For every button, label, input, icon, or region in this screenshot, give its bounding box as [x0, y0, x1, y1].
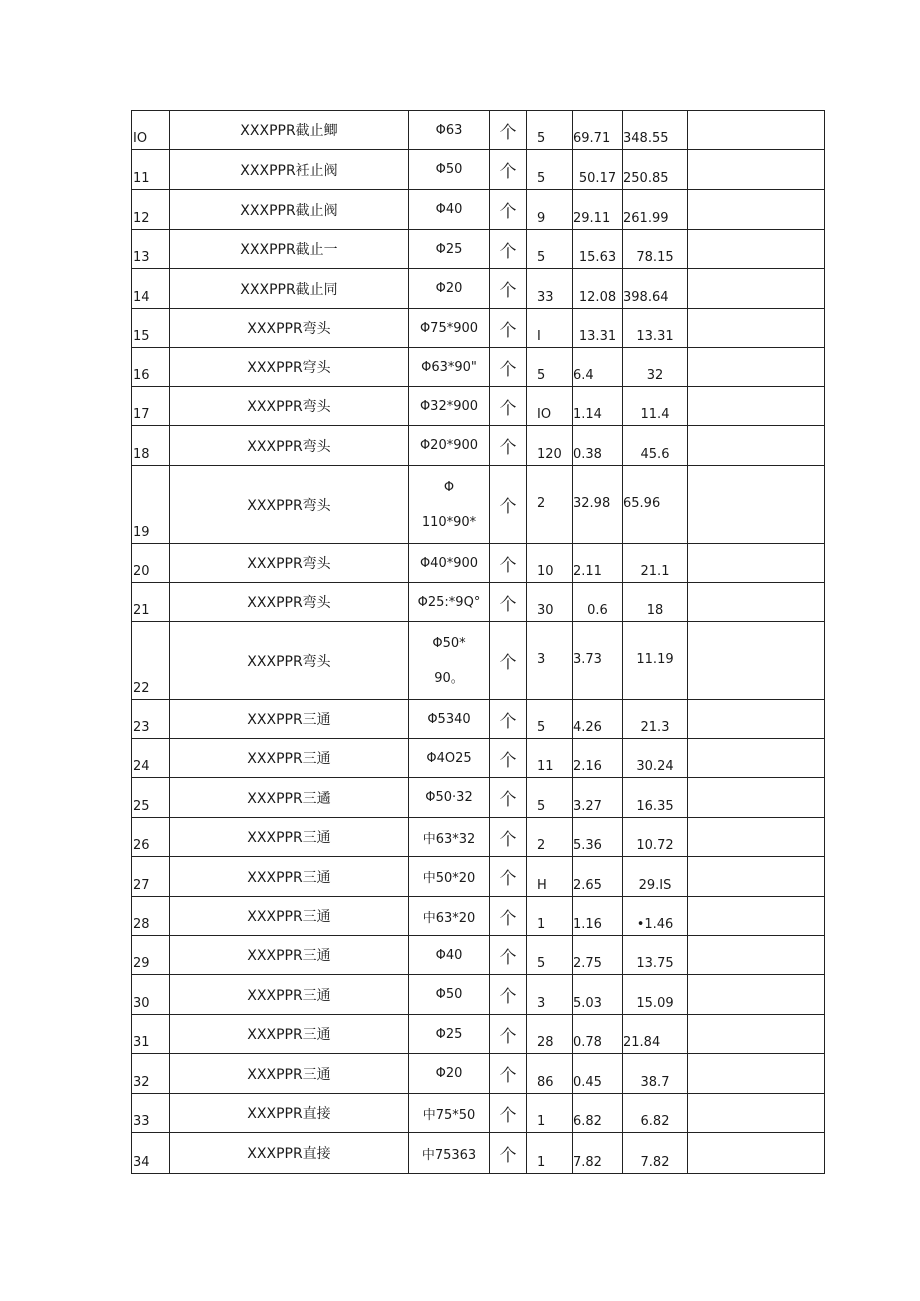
- item-name-cell: XXXPPR三遹: [170, 778, 409, 818]
- quantity-cell: 5: [527, 230, 573, 269]
- unit-cell: 个: [490, 700, 527, 739]
- table-row: [132, 387, 825, 426]
- unit-price-cell: 0.38: [573, 426, 623, 466]
- item-name-cell: XXXPPR三通: [170, 936, 409, 975]
- quantity-cell: 120: [527, 426, 573, 466]
- table-row: [132, 309, 825, 348]
- row-number-cell: 15: [132, 309, 170, 348]
- spec-cell: Φ25: [409, 1015, 490, 1054]
- row-number-cell: 14: [132, 269, 170, 309]
- spec-line-2: 90。: [434, 670, 464, 686]
- remark-cell: [688, 230, 825, 269]
- unit-cell: 个: [490, 230, 527, 269]
- remark-cell: [688, 544, 825, 583]
- item-name-cell: XXXPPR三通: [170, 975, 409, 1015]
- item-name-cell: XXXPPR截止同: [170, 269, 409, 309]
- unit-price-cell: 1.16: [573, 897, 623, 936]
- unit-cell: 个: [490, 269, 527, 309]
- unit-cell: 个: [490, 1054, 527, 1094]
- amount-cell: •1.46: [623, 897, 688, 936]
- spec-line-2: 110*90*: [421, 514, 477, 530]
- spec-cell: 中75*50: [409, 1094, 490, 1133]
- unit-cell: 个: [490, 309, 527, 348]
- spec-cell: Φ32*900: [409, 387, 490, 426]
- item-name-cell: XXXPPR三通: [170, 818, 409, 857]
- quantity-cell: 5: [527, 700, 573, 739]
- unit-cell: 个: [490, 857, 527, 897]
- spec-cell: Φ50·32: [409, 778, 490, 818]
- quantity-cell: 2: [527, 466, 573, 544]
- remark-cell: [688, 1133, 825, 1174]
- amount-cell: 21.1: [623, 544, 688, 583]
- unit-cell: 个: [490, 190, 527, 230]
- row-number-cell: 25: [132, 778, 170, 818]
- item-name-cell: XXXPPR三通: [170, 897, 409, 936]
- unit-price-cell: 7.82: [573, 1133, 623, 1174]
- remark-cell: [688, 1094, 825, 1133]
- quantity-cell: 5: [527, 348, 573, 387]
- table-row: [132, 975, 825, 1015]
- remark-cell: [688, 387, 825, 426]
- item-name-cell: XXXPPR直接: [170, 1094, 409, 1133]
- remark-cell: [688, 466, 825, 544]
- spec-cell: Φ20: [409, 1054, 490, 1094]
- item-name-cell: XXXPPR截止鲫: [170, 111, 409, 150]
- amount-cell: 250.85: [623, 150, 688, 190]
- spec-cell: Φ40: [409, 190, 490, 230]
- remark-cell: [688, 778, 825, 818]
- spec-cell: Φ40*900: [409, 544, 490, 583]
- amount-cell: 21.3: [623, 700, 688, 739]
- unit-price-cell: 29.11: [573, 190, 623, 230]
- remark-cell: [688, 1015, 825, 1054]
- quantity-cell: 5: [527, 936, 573, 975]
- unit-price-cell: 12.08: [573, 269, 623, 309]
- table-row: [132, 111, 825, 150]
- spec-line-1: Φ: [443, 479, 455, 495]
- row-number-cell: 22: [132, 622, 170, 700]
- quantity-cell: 11: [527, 739, 573, 778]
- spec-cell: Φ5340: [409, 700, 490, 739]
- unit-cell: 个: [490, 622, 527, 700]
- remark-cell: [688, 111, 825, 150]
- quantity-cell: 2: [527, 818, 573, 857]
- table-row: [132, 230, 825, 269]
- amount-cell: 45.6: [623, 426, 688, 466]
- unit-price-cell: 2.11: [573, 544, 623, 583]
- row-number-cell: 33: [132, 1094, 170, 1133]
- item-name-cell: XXXPPR弯头: [170, 309, 409, 348]
- item-name-cell: XXXPPR直接: [170, 1133, 409, 1174]
- amount-cell: 15.09: [623, 975, 688, 1015]
- unit-price-cell: 0.45: [573, 1054, 623, 1094]
- quantity-cell: 86: [527, 1054, 573, 1094]
- remark-cell: [688, 150, 825, 190]
- item-name-cell: XXXPPR弯头: [170, 426, 409, 466]
- unit-price-cell: 50.17: [573, 150, 623, 190]
- item-name-cell: XXXPPR穹头: [170, 348, 409, 387]
- quantity-cell: H: [527, 857, 573, 897]
- table-row: [132, 150, 825, 190]
- item-name-cell: XXXPPR三通: [170, 1054, 409, 1094]
- amount-cell: 30.24: [623, 739, 688, 778]
- unit-cell: 个: [490, 544, 527, 583]
- table-row: [132, 1133, 825, 1174]
- spec-cell: 中50*20: [409, 857, 490, 897]
- row-number-cell: IO: [132, 111, 170, 150]
- spec-line-1: Φ50*: [432, 635, 466, 651]
- unit-cell: 个: [490, 426, 527, 466]
- remark-cell: [688, 348, 825, 387]
- spec-cell: Φ63: [409, 111, 490, 150]
- unit-cell: 个: [490, 466, 527, 544]
- spec-cell: Φ4O25: [409, 739, 490, 778]
- remark-cell: [688, 583, 825, 622]
- unit-price-cell: 4.26: [573, 700, 623, 739]
- unit-price-cell: 32.98: [573, 466, 623, 544]
- row-number-cell: 32: [132, 1054, 170, 1094]
- item-name-cell: XXXPPR弯头: [170, 544, 409, 583]
- remark-cell: [688, 975, 825, 1015]
- spec-cell: Φ63*90": [409, 348, 490, 387]
- quantity-cell: 30: [527, 583, 573, 622]
- item-name-cell: XXXPPR三通: [170, 700, 409, 739]
- item-name-cell: XXXPPR截止阀: [170, 190, 409, 230]
- row-number-cell: 13: [132, 230, 170, 269]
- unit-price-cell: 6.4: [573, 348, 623, 387]
- item-name-cell: XXXPPR三通: [170, 739, 409, 778]
- item-name-cell: XXXPPR衽止阀: [170, 150, 409, 190]
- spec-cell: Φ75*900: [409, 309, 490, 348]
- amount-cell: 78.15: [623, 230, 688, 269]
- row-number-cell: 21: [132, 583, 170, 622]
- table-row: [132, 818, 825, 857]
- remark-cell: [688, 857, 825, 897]
- unit-cell: 个: [490, 739, 527, 778]
- amount-cell: 11.19: [623, 622, 688, 700]
- quantity-cell: 1: [527, 1133, 573, 1174]
- unit-price-cell: 69.71: [573, 111, 623, 150]
- unit-cell: 个: [490, 111, 527, 150]
- remark-cell: [688, 1054, 825, 1094]
- spec-cell: [409, 622, 490, 700]
- table-row: [132, 426, 825, 466]
- amount-cell: 398.64: [623, 269, 688, 309]
- table-row: [132, 857, 825, 897]
- table-row: [132, 348, 825, 387]
- unit-price-cell: 2.75: [573, 936, 623, 975]
- unit-price-cell: 6.82: [573, 1094, 623, 1133]
- quantity-cell: 28: [527, 1015, 573, 1054]
- quantity-cell: I: [527, 309, 573, 348]
- item-name-cell: XXXPPR弯头: [170, 583, 409, 622]
- amount-cell: 38.7: [623, 1054, 688, 1094]
- amount-cell: 11.4: [623, 387, 688, 426]
- amount-cell: 10.72: [623, 818, 688, 857]
- unit-price-cell: 13.31: [573, 309, 623, 348]
- spec-cell: Φ20*900: [409, 426, 490, 466]
- row-number-cell: 12: [132, 190, 170, 230]
- spec-cell: Φ20: [409, 269, 490, 309]
- row-number-cell: 23: [132, 700, 170, 739]
- remark-cell: [688, 897, 825, 936]
- unit-cell: 个: [490, 348, 527, 387]
- unit-cell: 个: [490, 975, 527, 1015]
- table-row: [132, 1054, 825, 1094]
- quantity-cell: 1: [527, 897, 573, 936]
- spec-cell: Φ25:*9Q°: [409, 583, 490, 622]
- row-number-cell: 16: [132, 348, 170, 387]
- table-row: [132, 936, 825, 975]
- item-name-cell: XXXPPR三通: [170, 857, 409, 897]
- spec-cell: 中63*20: [409, 897, 490, 936]
- remark-cell: [688, 269, 825, 309]
- table-row: [132, 583, 825, 622]
- amount-cell: 261.99: [623, 190, 688, 230]
- unit-cell: 个: [490, 936, 527, 975]
- unit-cell: 个: [490, 150, 527, 190]
- row-number-cell: 18: [132, 426, 170, 466]
- row-number-cell: 31: [132, 1015, 170, 1054]
- row-number-cell: 17: [132, 387, 170, 426]
- amount-cell: 29.IS: [623, 857, 688, 897]
- table-row: [132, 622, 825, 700]
- unit-price-cell: 0.6: [573, 583, 623, 622]
- spec-cell: [409, 466, 490, 544]
- unit-price-cell: 5.36: [573, 818, 623, 857]
- table-row: [132, 1094, 825, 1133]
- table-row: [132, 739, 825, 778]
- unit-price-cell: 3.27: [573, 778, 623, 818]
- table-row: [132, 700, 825, 739]
- table-row: [132, 466, 825, 544]
- quantity-cell: 3: [527, 975, 573, 1015]
- unit-price-cell: 1.14: [573, 387, 623, 426]
- remark-cell: [688, 818, 825, 857]
- remark-cell: [688, 190, 825, 230]
- row-number-cell: 28: [132, 897, 170, 936]
- table-row: [132, 897, 825, 936]
- quantity-cell: 5: [527, 150, 573, 190]
- item-name-cell: XXXPPR弯头: [170, 466, 409, 544]
- row-number-cell: 29: [132, 936, 170, 975]
- unit-cell: 个: [490, 778, 527, 818]
- quantity-cell: 10: [527, 544, 573, 583]
- spec-cell: Φ50: [409, 975, 490, 1015]
- table-row: [132, 1015, 825, 1054]
- amount-cell: 18: [623, 583, 688, 622]
- table-row: [132, 190, 825, 230]
- amount-cell: 13.75: [623, 936, 688, 975]
- spec-cell: Φ40: [409, 936, 490, 975]
- unit-cell: 个: [490, 818, 527, 857]
- quantity-cell: 3: [527, 622, 573, 700]
- amount-cell: 32: [623, 348, 688, 387]
- spec-cell: Φ25: [409, 230, 490, 269]
- unit-price-cell: 2.16: [573, 739, 623, 778]
- unit-cell: 个: [490, 1015, 527, 1054]
- unit-cell: 个: [490, 897, 527, 936]
- row-number-cell: 24: [132, 739, 170, 778]
- unit-price-cell: 2.65: [573, 857, 623, 897]
- item-name-cell: XXXPPR三通: [170, 1015, 409, 1054]
- amount-cell: 348.55: [623, 111, 688, 150]
- quantity-cell: IO: [527, 387, 573, 426]
- unit-cell: 个: [490, 387, 527, 426]
- spec-cell: Φ50: [409, 150, 490, 190]
- unit-price-cell: 0.78: [573, 1015, 623, 1054]
- row-number-cell: 19: [132, 466, 170, 544]
- remark-cell: [688, 426, 825, 466]
- row-number-cell: 26: [132, 818, 170, 857]
- table-row: [132, 269, 825, 309]
- quantity-cell: 5: [527, 778, 573, 818]
- unit-price-cell: 3.73: [573, 622, 623, 700]
- unit-price-cell: 5.03: [573, 975, 623, 1015]
- remark-cell: [688, 700, 825, 739]
- row-number-cell: 20: [132, 544, 170, 583]
- amount-cell: 65.96: [623, 466, 688, 544]
- remark-cell: [688, 622, 825, 700]
- amount-cell: 7.82: [623, 1133, 688, 1174]
- unit-cell: 个: [490, 583, 527, 622]
- row-number-cell: 11: [132, 150, 170, 190]
- spec-cell: 中63*32: [409, 818, 490, 857]
- table-row: [132, 544, 825, 583]
- quantity-cell: 1: [527, 1094, 573, 1133]
- item-name-cell: XXXPPR弯头: [170, 622, 409, 700]
- row-number-cell: 30: [132, 975, 170, 1015]
- amount-cell: 13.31: [623, 309, 688, 348]
- item-name-cell: XXXPPR截止一: [170, 230, 409, 269]
- remark-cell: [688, 936, 825, 975]
- row-number-cell: 34: [132, 1133, 170, 1174]
- spec-cell: 中75363: [409, 1133, 490, 1174]
- table-row: [132, 778, 825, 818]
- table-body: [132, 111, 825, 1174]
- materials-table: [131, 110, 825, 1174]
- unit-price-cell: 15.63: [573, 230, 623, 269]
- unit-cell: 个: [490, 1094, 527, 1133]
- quantity-cell: 5: [527, 111, 573, 150]
- amount-cell: 16.35: [623, 778, 688, 818]
- amount-cell: 21.84: [623, 1015, 688, 1054]
- quantity-cell: 33: [527, 269, 573, 309]
- amount-cell: 6.82: [623, 1094, 688, 1133]
- remark-cell: [688, 309, 825, 348]
- remark-cell: [688, 739, 825, 778]
- item-name-cell: XXXPPR弯头: [170, 387, 409, 426]
- unit-cell: 个: [490, 1133, 527, 1174]
- row-number-cell: 27: [132, 857, 170, 897]
- quantity-cell: 9: [527, 190, 573, 230]
